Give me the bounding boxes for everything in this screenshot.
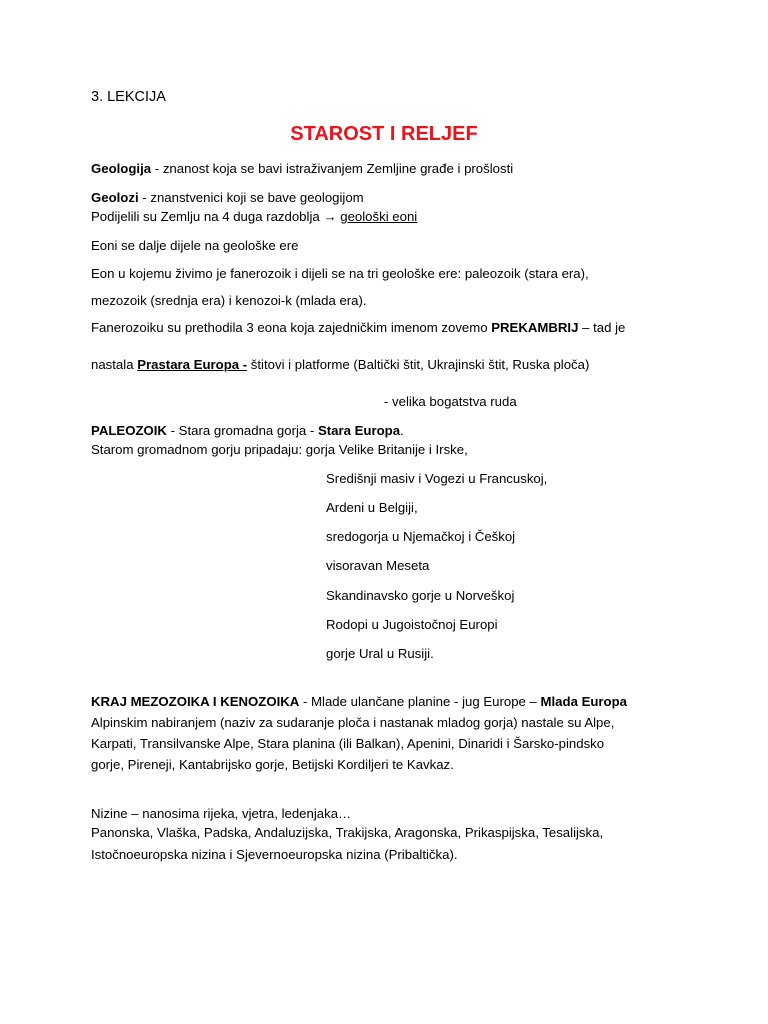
fanerozoik-line: [91, 320, 625, 336]
list-item: Rodopi u Jugoistočnoj Europi: [326, 617, 498, 632]
nizine-line-3: Istočnoeuropska nizina i Sjevernoeuropska nizina (Pribaltička).: [91, 847, 458, 862]
fanerozoik-rest: – tad je: [578, 320, 626, 335]
nizine-line-2: Panonska, Vlaška, Padska, Andaluzijska, Trakijska, Aragonska, Prikaspijska, Tesalijska,: [91, 825, 604, 840]
geolozi-definition: [91, 190, 364, 206]
alpinskim-line-1: Alpinskim nabiranjem (naziv za sudaranje ploča i nastanak mladog gorja) nastale su Alpe,: [91, 715, 615, 730]
list-item: sredogorja u Njemačkoj i Češkoj: [326, 529, 516, 544]
prastara-europa-term: Prastara Europa -: [137, 357, 248, 372]
nastala-rest: štitovi i platforme (Baltički štit, Ukrajinski štit, Ruska ploča): [247, 357, 590, 372]
eoni-line: Eoni se dalje dijele na geološke ere: [91, 238, 299, 253]
geologija-definition: [91, 161, 513, 177]
geologija-term: Geologija: [91, 161, 152, 176]
nastala-line: [91, 357, 589, 373]
geologija-def: - znanost koja se bavi istraživanjem Zemljine građe i prošlosti: [151, 161, 514, 176]
list-item: Središnji masiv i Vogezi u Francuskoj,: [326, 471, 548, 486]
paleozoik-end: .: [400, 423, 404, 438]
list-item: visoravan Meseta: [326, 558, 430, 573]
podijelili-text: Podijelili su Zemlju na 4 duga razdoblja →: [91, 209, 341, 224]
bogatstva-line: - velika bogatstva ruda: [384, 394, 517, 409]
list-item: Ardeni u Belgiji,: [326, 500, 418, 515]
mlada-europa-term: Mlada Europa: [540, 694, 627, 709]
lesson-label: 3. LEKCIJA: [91, 89, 166, 105]
nizine-line-1: Nizine – nanosima rijeka, vjetra, ledenjaka…: [91, 806, 352, 821]
geolozi-def: - znanstvenici koji se bave geologijom: [138, 190, 364, 205]
prekambrij-term: PREKAMBRIJ: [491, 320, 579, 335]
starom-line: Starom gromadnom gorju pripadaju: gorja Velike Britanije i Irske,: [91, 442, 468, 457]
alpinskim-line-2: Karpati, Transilvanske Alpe, Stara planina (ili Balkan), Apenini, Dinaridi i Šarsko-pindsko: [91, 736, 605, 751]
stara-europa-term: Stara Europa: [317, 423, 401, 438]
alpinskim-line-3: gorje, Pireneji, Kantabrijsko gorje, Betijski Kordiljeri te Kavkaz.: [91, 757, 454, 772]
list-item: Skandinavsko gorje u Norveškoj: [326, 588, 515, 603]
kraj-mid: - Mlade ulančane planine - jug Europe –: [299, 694, 541, 709]
paleozoik-term: PALEOZOIK: [91, 423, 167, 438]
eon-line-1: Eon u kojemu živimo je fanerozoik i dijeli se na tri geološke ere: paleozoik (stara era),: [91, 266, 589, 281]
geolozi-term: Geolozi: [91, 190, 139, 205]
podijelili-line: [91, 209, 417, 225]
nastala-pre: nastala: [91, 357, 138, 372]
list-item: gorje Ural u Rusiji.: [326, 646, 434, 661]
eon-line-2: mezozoik (srednja era) i kenozoi-k (mlada era).: [91, 293, 367, 308]
fanerozoik-text: Fanerozoiku su prethodila 3 eona koja zajedničkim imenom zovemo: [91, 320, 492, 335]
geoloski-eoni-underlined: geološki eoni: [340, 209, 418, 224]
page-title: STAROST I RELJEF: [290, 123, 478, 145]
paleozoik-line: [91, 423, 404, 439]
kraj-term: KRAJ MEZOZOIKA I KENOZOIKA: [91, 694, 300, 709]
paleozoik-mid: - Stara gromadna gorja -: [166, 423, 318, 438]
kraj-line: [91, 694, 627, 710]
